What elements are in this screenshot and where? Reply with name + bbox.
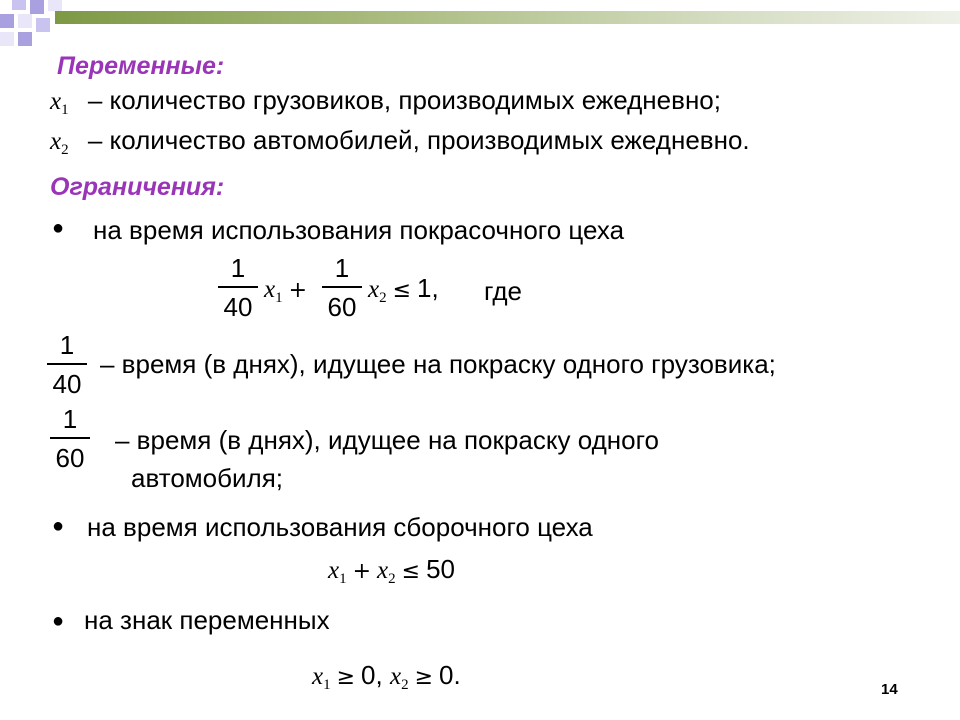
where-label: где: [484, 276, 522, 306]
header-bar: [55, 11, 960, 24]
explanation-truck: – время (в днях), идущее на покраску одного грузовика;: [100, 349, 776, 379]
variable-description: – количество грузовиков, производимых ежедневно;: [87, 85, 721, 115]
variable-symbol: $x_2$: [50, 128, 69, 158]
decorative-squares: [0, 0, 90, 60]
constraints-heading: Ограничения:: [50, 173, 225, 201]
variable-symbol: $x_1$: [50, 88, 69, 118]
plus-icon: +: [288, 278, 308, 303]
assembly-shop-text: на время использования сборочного цеха: [87, 512, 593, 542]
bullet-icon: ●: [52, 515, 65, 537]
bullet-icon: ●: [52, 217, 65, 239]
fraction-1-60: 1 60: [322, 253, 362, 322]
fraction-1-60-explain: 1 60: [50, 404, 90, 473]
paint-expr-part1: $x_1$ +: [264, 276, 308, 306]
paint-shop-text: на время использования покрасочного цеха: [93, 215, 625, 245]
page-number: 14: [881, 681, 898, 698]
less-equal-icon: ≤: [392, 278, 412, 303]
variable-line-2: [50, 125, 750, 165]
greater-equal-icon: ≥: [414, 665, 434, 690]
fraction-1-40-explain: 1 40: [47, 330, 87, 399]
plus-icon: +: [352, 559, 372, 584]
assembly-constraint: $x_1 + x_2 \le 50$: [328, 554, 456, 587]
paint-expr-part2: $x_2 \le 1$,: [368, 273, 439, 306]
fraction-1-40: 1 40: [218, 253, 258, 322]
sign-text: на знак переменных: [84, 605, 330, 635]
variable-line-1: [50, 85, 721, 125]
bullet-icon: ●: [52, 610, 65, 632]
explanation-car: – время (в днях), идущее на покраску одного: [115, 425, 659, 455]
sign-constraint: $x_1 \ge 0$, $x_2 \ge 0$.: [312, 660, 461, 693]
variables-heading: Переменные:: [57, 52, 225, 80]
greater-equal-icon: ≥: [336, 665, 356, 690]
variable-description: – количество автомобилей, производимых ежедневно.: [87, 125, 750, 155]
less-equal-icon: ≤: [401, 559, 421, 584]
explanation-car-cont: автомобиля;: [131, 463, 284, 493]
